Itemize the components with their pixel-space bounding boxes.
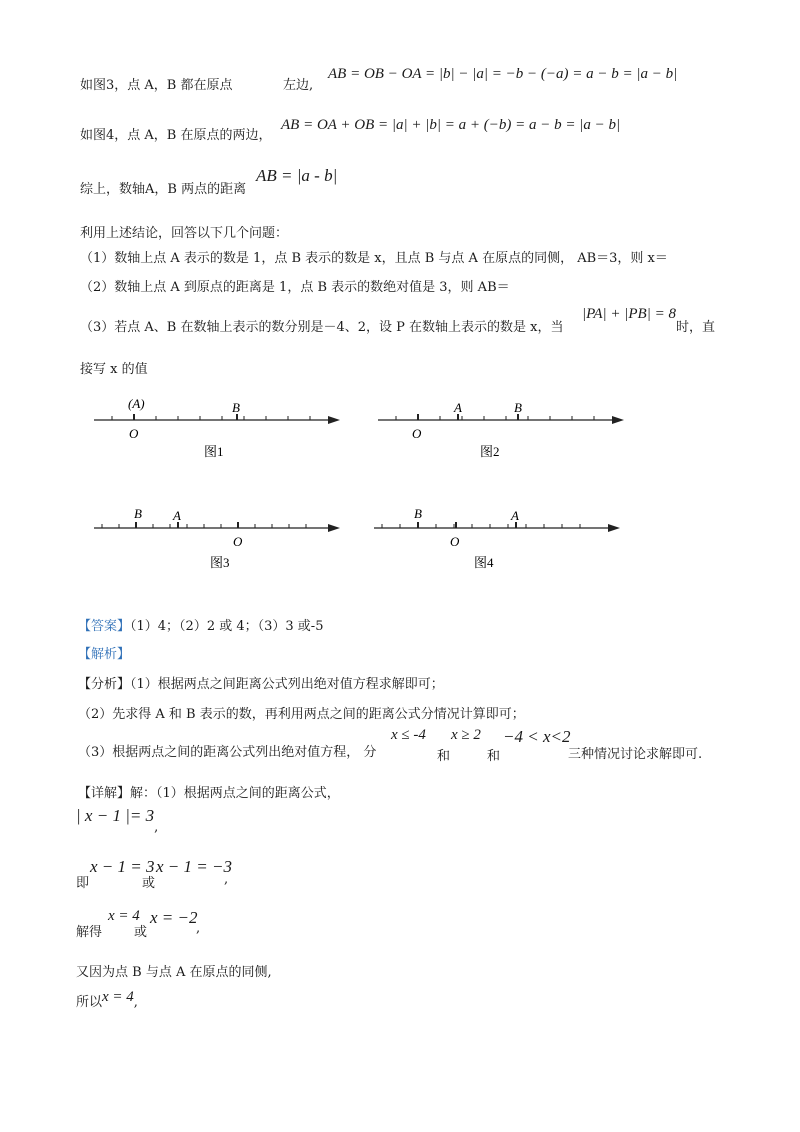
answer-tag: 【答案】 <box>78 619 131 634</box>
use-conclusion: 利用上述结论，回答以下几个问题： <box>80 226 289 241</box>
fig3-left-text: 左边, <box>283 78 314 93</box>
fig2-label-a: A <box>454 400 462 415</box>
answer-row <box>78 615 323 634</box>
or-2: 或 <box>134 925 148 940</box>
eq1-comma: , <box>154 820 159 835</box>
eq2-comma: , <box>224 872 229 887</box>
fig3-label-a: A <box>173 508 181 523</box>
condition-1: x ≤ -4 <box>391 727 426 743</box>
condition-3: −4 < x<2 <box>503 727 571 746</box>
question-3-cont: 接写 x 的值 <box>80 362 148 377</box>
analysis-tag: 【解析】 <box>78 647 131 662</box>
fig4-label-a: A <box>511 508 519 523</box>
fig4-intro: 如图4，点 A，B 在原点的两边， <box>80 128 272 143</box>
conclusion-intro: 综上，数轴A，B 两点的距离 <box>80 182 247 197</box>
equation-3a: x = 4 <box>108 908 140 924</box>
question-1: （1）数轴上点 A 表示的数是 1，点 B 表示的数是 x，且点 B 与点 A 在原点的同侧， AB＝3，则 x＝ <box>80 251 668 266</box>
fig3-caption: 图3 <box>210 555 230 570</box>
equation-3b: x = −2 <box>150 908 198 927</box>
fenxi-line-3-end: 三种情况讨论求解即可. <box>568 747 703 762</box>
question-2: （2）数轴上点 A 到原点的距离是 1，点 B 表示的数绝对值是 3，则 AB＝ <box>80 280 510 295</box>
fig4-label-b: B <box>414 506 422 521</box>
final-answer: x = 4 <box>102 989 134 1005</box>
or-1: 或 <box>142 876 156 891</box>
fenxi-tag: 【分析】 <box>78 677 131 692</box>
fig3-label-o: O <box>233 534 243 549</box>
number-line-figure-2 <box>376 392 626 462</box>
fenxi-line-2: （2）先求得 A 和 B 表示的数，再利用两点之间的距离公式分情况计算即可； <box>78 707 525 722</box>
fig3-intro: 如图3，点 A，B 都在原点 <box>80 78 233 93</box>
fig2-label-o: O <box>412 426 422 441</box>
eq3-comma: , <box>196 921 201 936</box>
equation-2a: x − 1 = 3 <box>90 857 155 876</box>
fig2-caption: 图2 <box>480 444 500 459</box>
fig4-label-o: O <box>450 534 460 549</box>
fig1-label-b: B <box>232 400 240 415</box>
conclusion-formula: AB = |a - b| <box>256 166 338 185</box>
eq1-row <box>76 806 159 835</box>
number-line-figure-1 <box>92 392 342 462</box>
fig3-formula: AB = OB − OA = |b| − |a| = −b − (−a) = a − b = |a − b| <box>328 66 678 82</box>
fig3-label-b: B <box>134 506 142 521</box>
suoyi-label: 所以 <box>76 995 103 1010</box>
fig1-caption: 图1 <box>204 444 224 459</box>
jiede-label: 解得 <box>76 925 103 940</box>
fig1-label-o: O <box>129 426 139 441</box>
and-1: 和 <box>437 749 451 764</box>
fig1-label-a: (A) <box>128 396 145 411</box>
fig4-formula: AB = OA + OB = |a| + |b| = a + (−b) = a − b = |a − b| <box>281 117 621 133</box>
number-line-figure-4 <box>372 500 622 572</box>
equation-2b: x − 1 = −3 <box>156 857 232 876</box>
fenxi-line-3: （3）根据两点之间的距离公式列出绝对值方程， 分 <box>78 745 377 760</box>
final-row <box>76 991 138 1011</box>
question-3-end: 时，直 <box>676 320 716 335</box>
and-2: 和 <box>487 749 501 764</box>
detail-row <box>78 782 340 801</box>
number-line-figure-3 <box>92 500 342 572</box>
question-3: （3）若点 A、B 在数轴上表示的数分别是－4、2，设 P 在数轴上表示的数是 x，当 <box>80 320 564 335</box>
ji-label: 即 <box>76 876 90 891</box>
fenxi-line-1: （1）根据两点之间距离公式列出绝对值方程求解即可； <box>130 677 444 692</box>
fig2-label-b: B <box>514 400 522 415</box>
equation-1: | x − 1 |= 3 <box>76 806 155 825</box>
fig4-caption: 图4 <box>474 555 494 570</box>
condition-2: x ≥ 2 <box>451 727 481 743</box>
detail-tag: 【详解】 <box>78 786 131 801</box>
detail-intro: 解：（1）根据两点之间的距离公式， <box>130 786 340 801</box>
final-comma: , <box>133 995 138 1010</box>
answer-text: （1）4；（2）2 或 4；（3）3 或-5 <box>130 619 324 634</box>
question-3-formula: |PA| + |PB| = 8 <box>582 306 676 322</box>
because-line: 又因为点 B 与点 A 在原点的同侧, <box>76 965 272 980</box>
fenxi-row-1 <box>78 673 444 692</box>
